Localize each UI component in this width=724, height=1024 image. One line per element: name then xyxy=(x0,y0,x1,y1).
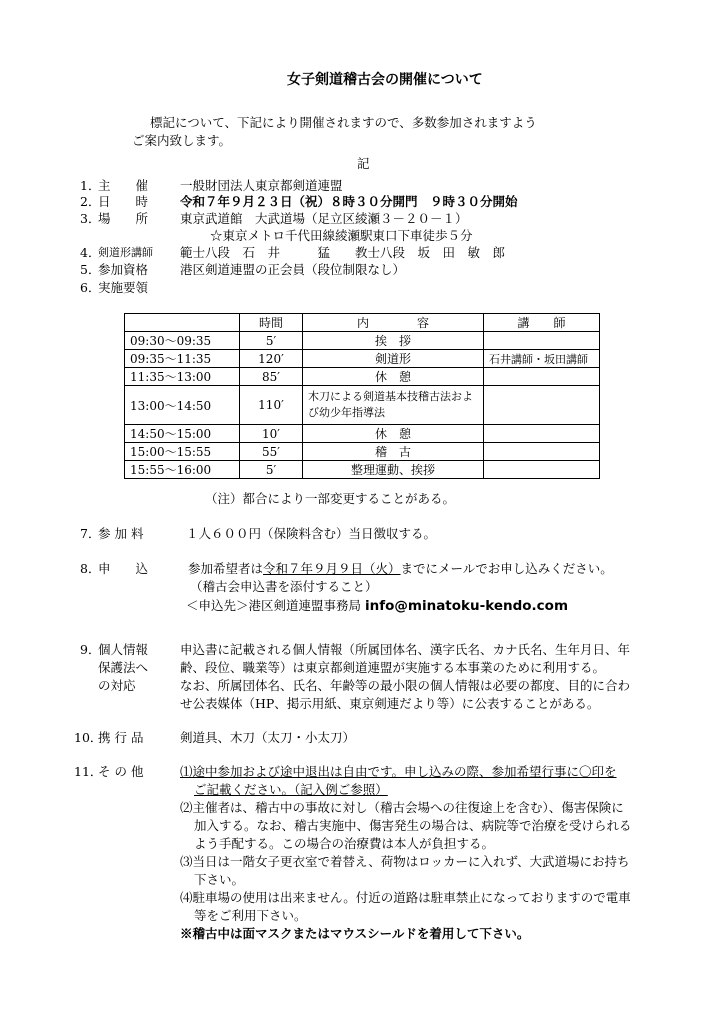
row-content: 稽 古 xyxy=(303,443,484,461)
item-11-num: 11． xyxy=(74,764,103,779)
row-time: 11:35～13:00 xyxy=(125,368,240,386)
item-2-num: 2． xyxy=(80,194,101,209)
item-9-num: 9． xyxy=(80,642,101,657)
item-2-value: 令和７年９月２３日（祝）８時３０分開門 ９時３０分開始 xyxy=(180,194,518,209)
item-1-num: 1． xyxy=(80,178,101,193)
row-duration: 110′ xyxy=(240,386,303,425)
other-line-5: よう手配する。この場合の治療費は本人が負担する。 xyxy=(194,836,495,851)
row-instructor xyxy=(484,461,600,479)
other-line-3: ⑵主催者は、稽古中の事故に対し（稽古会場への往復途上を含む）、傷害保険に xyxy=(180,800,624,815)
apply-pre: 参加希望者は xyxy=(188,561,264,576)
schedule-table xyxy=(124,313,600,479)
item-3-access: ☆東京メトロ千代田線綾瀬駅東口下車徒歩５分 xyxy=(210,228,473,243)
item-6-label: 実施要領 xyxy=(98,280,149,295)
other-line-6: ⑶当日は一階女子更衣室で着替え、荷物はロッカーに入れず、大武道場にお持ち xyxy=(180,854,630,869)
row-duration: 55′ xyxy=(240,443,303,461)
apply-post: までにメールでお申し込みください。 xyxy=(400,561,613,576)
intro-line-1: 標記について、下記により開催されますので、多数参加されますよう xyxy=(150,115,537,130)
schedule-header-instructor: 講 師 xyxy=(484,314,600,332)
schedule-note: （注）都合により一部変更することがある。 xyxy=(205,491,456,506)
item-3-num: 3． xyxy=(80,211,101,226)
item-11-label: そ の 他 xyxy=(98,764,144,779)
item-1-value: 一般財団法人東京都剣道連盟 xyxy=(180,178,343,193)
item-6-num: 6． xyxy=(80,280,101,295)
item-7-value: １人６００円（保険料含む）当日徴収する。 xyxy=(186,526,437,541)
other-line-4: 加入する。なお、稽古実施中、傷害発生の場合は、病院等で治療を受けられる xyxy=(194,818,632,833)
item-10-num: 10． xyxy=(74,730,103,745)
row-instructor xyxy=(484,425,600,443)
row-content: 剣道形 xyxy=(303,350,484,368)
other-line-1: ⑴途中参加および途中退出は自由です。申し込みの際、参加希望行事に〇印を xyxy=(180,764,617,779)
item-2-label: 日 時 xyxy=(98,194,149,209)
table-row xyxy=(125,461,600,479)
privacy-line-3: なお、所属団体名、氏名、年齢等の最小限の個人情報は必要の都度、目的に合わ xyxy=(180,678,631,693)
row-instructor: 石井講師・坂田講師 xyxy=(484,350,600,368)
row-time: 09:30～09:35 xyxy=(125,332,240,350)
privacy-line-2: 齢、段位、職業等）は東京都剣道連盟が実施する本事業のために利用する。 xyxy=(180,660,606,675)
schedule-header-content: 内 容 xyxy=(303,314,484,332)
apply-deadline: 令和７年９月９日（火） xyxy=(263,561,401,576)
item-8-label: 申 込 xyxy=(98,561,149,576)
table-row xyxy=(125,332,600,350)
row-time: 15:00～15:55 xyxy=(125,443,240,461)
row-instructor xyxy=(484,386,600,425)
item-3-value: 東京武道館 大武道場（足立区綾瀬３－２０－１） xyxy=(180,211,468,226)
other-line-8: ⑷駐車場の使用は出来ません。付近の道路は駐車禁止になっておりますので電車 xyxy=(180,890,631,905)
apply-line-3 xyxy=(186,598,568,615)
row-content: 休 憩 xyxy=(303,368,484,386)
row-duration: 85′ xyxy=(240,368,303,386)
table-row xyxy=(125,443,600,461)
row-time: 14:50～15:00 xyxy=(125,425,240,443)
item-4-value: 範士八段 石 井 猛 教士八段 坂 田 敏 郎 xyxy=(180,245,506,260)
schedule-header-time: 時間 xyxy=(240,314,303,332)
row-duration: 120′ xyxy=(240,350,303,368)
table-row xyxy=(125,368,600,386)
schedule-header-blank xyxy=(125,314,240,332)
row-instructor xyxy=(484,443,600,461)
item-3-label: 場 所 xyxy=(98,211,149,226)
row-time: 15:55～16:00 xyxy=(125,461,240,479)
schedule-header-row xyxy=(125,314,600,332)
item-7-label: 参 加 料 xyxy=(98,526,144,541)
other-line-7: 下さい。 xyxy=(194,872,245,887)
item-1-label: 主 催 xyxy=(98,178,149,193)
row-time: 13:00～14:50 xyxy=(125,386,240,425)
row-instructor xyxy=(484,368,600,386)
table-row xyxy=(125,386,600,425)
apply-line-2: （稽古会申込書を添付すること） xyxy=(190,579,378,594)
item-9-label-1: 個人情報 xyxy=(98,642,149,657)
row-duration: 5′ xyxy=(240,461,303,479)
item-9-label-2: 保護法へ xyxy=(98,660,149,675)
row-instructor xyxy=(484,332,600,350)
privacy-line-1: 申込書に記載される個人情報（所属団体名、漢字氏名、カナ氏名、生年月日、年 xyxy=(180,642,631,657)
item-9-label-3: の対応 xyxy=(98,678,136,693)
other-line-9: 等をご利用下さい。 xyxy=(194,908,307,923)
ki-label: 記 xyxy=(357,156,370,171)
item-4-num: 4． xyxy=(80,245,101,260)
other-line-2: ご記載ください。（記入例ご参照） xyxy=(194,782,388,797)
table-row xyxy=(125,425,600,443)
row-content: 木刀による剣道基本技稽古法および幼少年指導法 xyxy=(303,386,484,425)
item-4-label: 剣道形講師 xyxy=(98,246,153,259)
item-10-label: 携 行 品 xyxy=(98,730,144,745)
item-5-value: 港区剣道連盟の正会員（段位制限なし） xyxy=(180,262,406,277)
page-title: 女子剣道稽古会の開催について xyxy=(287,72,483,88)
apply-line-1 xyxy=(188,561,613,577)
row-content: 挨 拶 xyxy=(303,332,484,350)
item-5-label: 参加資格 xyxy=(98,262,149,277)
apply-destination: ＜申込先＞港区剣道連盟事務局 xyxy=(186,598,362,613)
item-10-value: 剣道具、木刀（太刀・小太刀） xyxy=(180,730,356,745)
row-duration: 10′ xyxy=(240,425,303,443)
table-row xyxy=(125,350,600,368)
mask-notice: ※稽古中は面マスクまたはマウスシールドを着用して下さい。 xyxy=(180,926,530,941)
row-duration: 5′ xyxy=(240,332,303,350)
intro-line-2: ご案内致します。 xyxy=(132,133,232,148)
privacy-line-4: せ公表媒体（HP、掲示用紙、東京剣連だより等）に公表することがある。 xyxy=(180,696,600,711)
row-content: 整理運動、挨拶 xyxy=(303,461,484,479)
item-7-num: 7． xyxy=(80,526,101,541)
item-5-num: 5． xyxy=(80,262,101,277)
row-time: 09:35～11:35 xyxy=(125,350,240,368)
apply-email-link[interactable]: info@minatoku-kendo.com xyxy=(365,598,569,614)
row-content: 休 憩 xyxy=(303,425,484,443)
item-8-num: 8． xyxy=(80,561,101,576)
